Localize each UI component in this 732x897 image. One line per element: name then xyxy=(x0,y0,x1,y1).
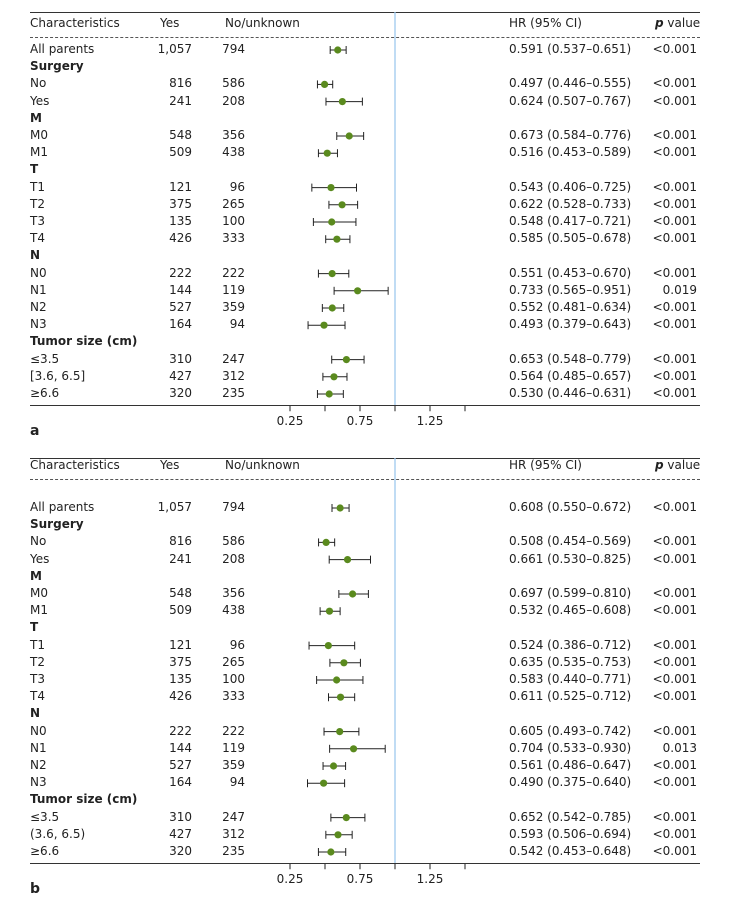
row-label: N3 xyxy=(30,775,47,790)
row-no: 333 xyxy=(222,689,245,704)
header-characteristics: Characteristics xyxy=(30,458,120,472)
group-label: M xyxy=(30,110,42,125)
row-label: All parents xyxy=(30,42,95,56)
row-label: M1 xyxy=(30,145,48,160)
row-yes: 509 xyxy=(169,603,192,618)
group-label: Surgery xyxy=(30,59,84,74)
row-p-value: <0.001 xyxy=(652,844,697,858)
hr-point xyxy=(325,642,332,649)
hr-point xyxy=(330,762,337,769)
group-label: T xyxy=(30,620,39,635)
hr-point xyxy=(334,46,341,53)
row-hr-ci: 0.635 (0.535–0.753) xyxy=(509,654,632,669)
axis-tick-label: 0.75 xyxy=(346,872,374,887)
bottom-rule xyxy=(30,405,700,406)
row-yes: 121 xyxy=(169,179,192,194)
row-label: M0 xyxy=(30,586,48,600)
hr-point xyxy=(327,848,334,855)
row-p-value: <0.001 xyxy=(652,775,697,790)
row-label: [3.6, 6.5] xyxy=(30,368,86,383)
hr-point xyxy=(337,504,344,511)
row-no: 359 xyxy=(222,758,245,772)
row-p-value: <0.001 xyxy=(652,179,697,194)
row-no: 235 xyxy=(222,844,245,858)
row-label: N2 xyxy=(30,300,47,314)
row-label: T4 xyxy=(30,231,45,246)
row-hr-ci: 0.561 (0.486–0.647) xyxy=(509,758,632,772)
row-no: 359 xyxy=(222,300,245,314)
row-p-value: <0.001 xyxy=(652,351,697,366)
row-p-value: <0.001 xyxy=(652,689,697,704)
row-p-value: 0.013 xyxy=(662,740,697,755)
row-yes: 527 xyxy=(169,300,192,314)
row-p-value: <0.001 xyxy=(652,317,697,332)
row-p-value: <0.001 xyxy=(652,826,697,841)
row-hr-ci: 0.524 (0.386–0.712) xyxy=(509,637,632,652)
hr-point xyxy=(346,132,353,139)
row-no: 247 xyxy=(222,351,245,366)
row-hr-ci: 0.508 (0.454–0.569) xyxy=(509,534,632,549)
row-no: 119 xyxy=(222,740,245,755)
row-label: ≤3.5 xyxy=(30,351,60,366)
group-label: M xyxy=(30,568,42,583)
row-hr-ci: 0.490 (0.375–0.640) xyxy=(509,775,632,790)
group-label: N xyxy=(30,248,41,263)
row-no: 100 xyxy=(222,672,245,686)
row-label: T1 xyxy=(30,637,45,652)
row-yes: 548 xyxy=(169,586,192,600)
row-no: 333 xyxy=(222,231,245,246)
row-yes: 164 xyxy=(169,317,192,332)
row-yes: 509 xyxy=(169,145,192,160)
row-p-value: <0.001 xyxy=(652,672,697,686)
row-no: 356 xyxy=(222,586,245,600)
row-hr-ci: 0.530 (0.446–0.631) xyxy=(509,386,632,400)
row-hr-ci: 0.564 (0.485–0.657) xyxy=(509,368,632,383)
hr-point xyxy=(349,590,356,597)
row-label: N2 xyxy=(30,758,47,772)
row-label: Yes xyxy=(30,551,50,566)
row-no: 438 xyxy=(222,145,245,160)
hr-point xyxy=(326,608,333,615)
header-yes: Yes xyxy=(160,458,180,472)
row-hr-ci: 0.542 (0.453–0.648) xyxy=(509,844,632,858)
row-yes: 426 xyxy=(169,689,192,704)
header-hr: HR (95% CI) xyxy=(509,16,582,30)
row-no: 265 xyxy=(222,196,245,211)
row-no: 208 xyxy=(222,93,245,108)
row-yes: 310 xyxy=(169,809,192,824)
bottom-rule xyxy=(30,863,700,864)
row-hr-ci: 0.611 (0.525–0.712) xyxy=(509,689,632,704)
row-p-value: <0.001 xyxy=(652,758,697,772)
row-hr-ci: 0.733 (0.565–0.951) xyxy=(509,282,632,297)
hr-point xyxy=(336,728,343,735)
hr-point xyxy=(330,373,337,380)
row-p-value: <0.001 xyxy=(652,551,697,566)
row-hr-ci: 0.543 (0.406–0.725) xyxy=(509,179,632,194)
row-hr-ci: 0.605 (0.493–0.742) xyxy=(509,723,632,738)
hr-point xyxy=(338,201,345,208)
row-label: T4 xyxy=(30,689,45,704)
hr-point xyxy=(350,745,357,752)
group-label: N xyxy=(30,706,41,721)
row-yes: 164 xyxy=(169,775,192,790)
row-hr-ci: 0.608 (0.550–0.672) xyxy=(509,500,632,514)
hr-point xyxy=(333,676,340,683)
row-yes: 548 xyxy=(169,128,192,142)
row-p-value: <0.001 xyxy=(652,265,697,280)
row-hr-ci: 0.673 (0.584–0.776) xyxy=(509,128,632,142)
hr-point xyxy=(344,556,351,563)
row-hr-ci: 0.653 (0.548–0.779) xyxy=(509,351,632,366)
row-yes: 427 xyxy=(169,826,192,841)
row-no: 356 xyxy=(222,128,245,142)
row-hr-ci: 0.697 (0.599–0.810) xyxy=(509,586,632,600)
row-yes: 222 xyxy=(169,723,192,738)
row-hr-ci: 0.493 (0.379–0.643) xyxy=(509,317,632,332)
row-yes: 222 xyxy=(169,265,192,280)
row-p-value: <0.001 xyxy=(652,637,697,652)
hr-point xyxy=(339,98,346,105)
hr-point xyxy=(323,539,330,546)
row-yes: 375 xyxy=(169,654,192,669)
row-label: N0 xyxy=(30,723,47,738)
row-no: 794 xyxy=(222,42,245,56)
row-hr-ci: 0.585 (0.505–0.678) xyxy=(509,231,632,246)
row-hr-ci: 0.497 (0.446–0.555) xyxy=(509,76,632,91)
row-yes: 135 xyxy=(169,672,192,686)
row-hr-ci: 0.552 (0.481–0.634) xyxy=(509,300,632,314)
header-p-suffix: value xyxy=(663,458,701,472)
row-no: 586 xyxy=(222,534,245,549)
row-no: 222 xyxy=(222,265,245,280)
row-hr-ci: 0.652 (0.542–0.785) xyxy=(509,809,632,824)
row-hr-ci: 0.661 (0.530–0.825) xyxy=(509,551,632,566)
row-no: 586 xyxy=(222,76,245,91)
row-no: 100 xyxy=(222,214,245,228)
row-p-value: 0.019 xyxy=(662,282,697,297)
row-p-value: <0.001 xyxy=(652,368,697,383)
row-yes: 1,057 xyxy=(157,42,192,56)
row-no: 794 xyxy=(222,500,245,514)
row-no: 94 xyxy=(229,317,245,332)
row-p-value: <0.001 xyxy=(652,534,697,549)
row-hr-ci: 0.624 (0.507–0.767) xyxy=(509,93,632,108)
row-label: No xyxy=(30,76,47,91)
row-p-value: <0.001 xyxy=(652,586,697,600)
axis-tick-label: 1.25 xyxy=(416,414,444,429)
header-no-unknown: No/unknown xyxy=(225,458,300,472)
group-label: Tumor size (cm) xyxy=(30,334,138,349)
header-hr: HR (95% CI) xyxy=(509,458,582,472)
row-p-value: <0.001 xyxy=(652,93,697,108)
row-no: 312 xyxy=(222,368,245,383)
row-label: ≤3.5 xyxy=(30,809,60,824)
row-p-value: <0.001 xyxy=(652,128,697,142)
panel-label: b xyxy=(30,881,41,897)
hr-point xyxy=(334,831,341,838)
axis-tick-label: 0.75 xyxy=(346,414,374,429)
hr-point xyxy=(343,356,350,363)
forest-panel-b xyxy=(0,446,732,897)
row-hr-ci: 0.548 (0.417–0.721) xyxy=(509,214,632,228)
hr-point xyxy=(320,322,327,329)
row-hr-ci: 0.532 (0.465–0.608) xyxy=(509,603,632,618)
row-no: 96 xyxy=(229,179,245,194)
hr-point xyxy=(326,390,333,397)
header-p-suffix: value xyxy=(663,16,701,30)
row-p-value: <0.001 xyxy=(652,723,697,738)
row-hr-ci: 0.591 (0.537–0.651) xyxy=(509,42,632,56)
axis-tick-label: 0.25 xyxy=(276,414,304,429)
row-yes: 310 xyxy=(169,351,192,366)
forest-panel-a xyxy=(0,0,732,440)
row-yes: 121 xyxy=(169,637,192,652)
row-no: 235 xyxy=(222,386,245,400)
row-label: N3 xyxy=(30,317,47,332)
row-p-value: <0.001 xyxy=(652,145,697,160)
panel-label: a xyxy=(30,423,40,440)
row-label: All parents xyxy=(30,500,95,514)
row-label: T3 xyxy=(30,672,45,686)
row-yes: 135 xyxy=(169,214,192,228)
header-yes: Yes xyxy=(160,16,180,30)
row-label: Yes xyxy=(30,93,50,108)
row-no: 265 xyxy=(222,654,245,669)
row-yes: 144 xyxy=(169,282,192,297)
row-p-value: <0.001 xyxy=(652,231,697,246)
group-label: T xyxy=(30,162,39,177)
row-label: N1 xyxy=(30,740,47,755)
hr-point xyxy=(329,270,336,277)
hr-point xyxy=(327,184,334,191)
row-yes: 241 xyxy=(169,93,192,108)
row-yes: 816 xyxy=(169,534,192,549)
header-characteristics: Characteristics xyxy=(30,16,120,30)
row-yes: 144 xyxy=(169,740,192,755)
row-label: N0 xyxy=(30,265,47,280)
row-no: 247 xyxy=(222,809,245,824)
row-p-value: <0.001 xyxy=(652,76,697,91)
row-no: 438 xyxy=(222,603,245,618)
row-yes: 320 xyxy=(169,844,192,858)
row-no: 208 xyxy=(222,551,245,566)
row-no: 312 xyxy=(222,826,245,841)
row-p-value: <0.001 xyxy=(652,809,697,824)
row-label: N1 xyxy=(30,282,47,297)
group-label: Surgery xyxy=(30,517,84,532)
row-hr-ci: 0.516 (0.453–0.589) xyxy=(509,145,632,160)
row-p-value: <0.001 xyxy=(652,196,697,211)
hr-point xyxy=(329,304,336,311)
axis-tick-label: 0.25 xyxy=(276,872,304,887)
row-label: M1 xyxy=(30,603,48,618)
header-no-unknown: No/unknown xyxy=(225,16,300,30)
row-yes: 816 xyxy=(169,76,192,91)
row-label: ≥6.6 xyxy=(30,844,60,858)
row-no: 94 xyxy=(229,775,245,790)
row-no: 96 xyxy=(229,637,245,652)
hr-point xyxy=(324,150,331,157)
row-hr-ci: 0.551 (0.453–0.670) xyxy=(509,265,632,280)
row-label: T2 xyxy=(30,654,45,669)
row-p-value: <0.001 xyxy=(652,42,697,56)
row-yes: 241 xyxy=(169,551,192,566)
row-p-value: <0.001 xyxy=(652,500,697,514)
row-no: 222 xyxy=(222,723,245,738)
row-yes: 527 xyxy=(169,758,192,772)
row-hr-ci: 0.593 (0.506–0.694) xyxy=(509,826,632,841)
row-yes: 427 xyxy=(169,368,192,383)
row-hr-ci: 0.704 (0.533–0.930) xyxy=(509,740,632,755)
row-hr-ci: 0.622 (0.528–0.733) xyxy=(509,196,632,211)
axis-tick-label: 1.25 xyxy=(416,872,444,887)
row-p-value: <0.001 xyxy=(652,386,697,400)
header-p-italic: p xyxy=(655,458,664,472)
row-label: ≥6.6 xyxy=(30,386,60,400)
row-label: T3 xyxy=(30,214,45,228)
row-yes: 1,057 xyxy=(157,500,192,514)
row-no: 119 xyxy=(222,282,245,297)
row-yes: 426 xyxy=(169,231,192,246)
hr-point xyxy=(337,694,344,701)
row-yes: 320 xyxy=(169,386,192,400)
row-label: T1 xyxy=(30,179,45,194)
hr-point xyxy=(320,780,327,787)
row-hr-ci: 0.583 (0.440–0.771) xyxy=(509,672,632,686)
row-yes: 375 xyxy=(169,196,192,211)
row-p-value: <0.001 xyxy=(652,300,697,314)
row-label: M0 xyxy=(30,128,48,142)
row-label: No xyxy=(30,534,47,549)
row-p-value: <0.001 xyxy=(652,214,697,228)
header-p-italic: p xyxy=(655,16,664,30)
row-p-value: <0.001 xyxy=(652,603,697,618)
hr-point xyxy=(343,814,350,821)
row-label: T2 xyxy=(30,196,45,211)
row-p-value: <0.001 xyxy=(652,654,697,669)
hr-point xyxy=(340,659,347,666)
row-label: (3.6, 6.5) xyxy=(30,826,86,841)
hr-point xyxy=(321,81,328,88)
hr-point xyxy=(333,236,340,243)
hr-point xyxy=(328,218,335,225)
hr-point xyxy=(354,287,361,294)
group-label: Tumor size (cm) xyxy=(30,792,138,807)
